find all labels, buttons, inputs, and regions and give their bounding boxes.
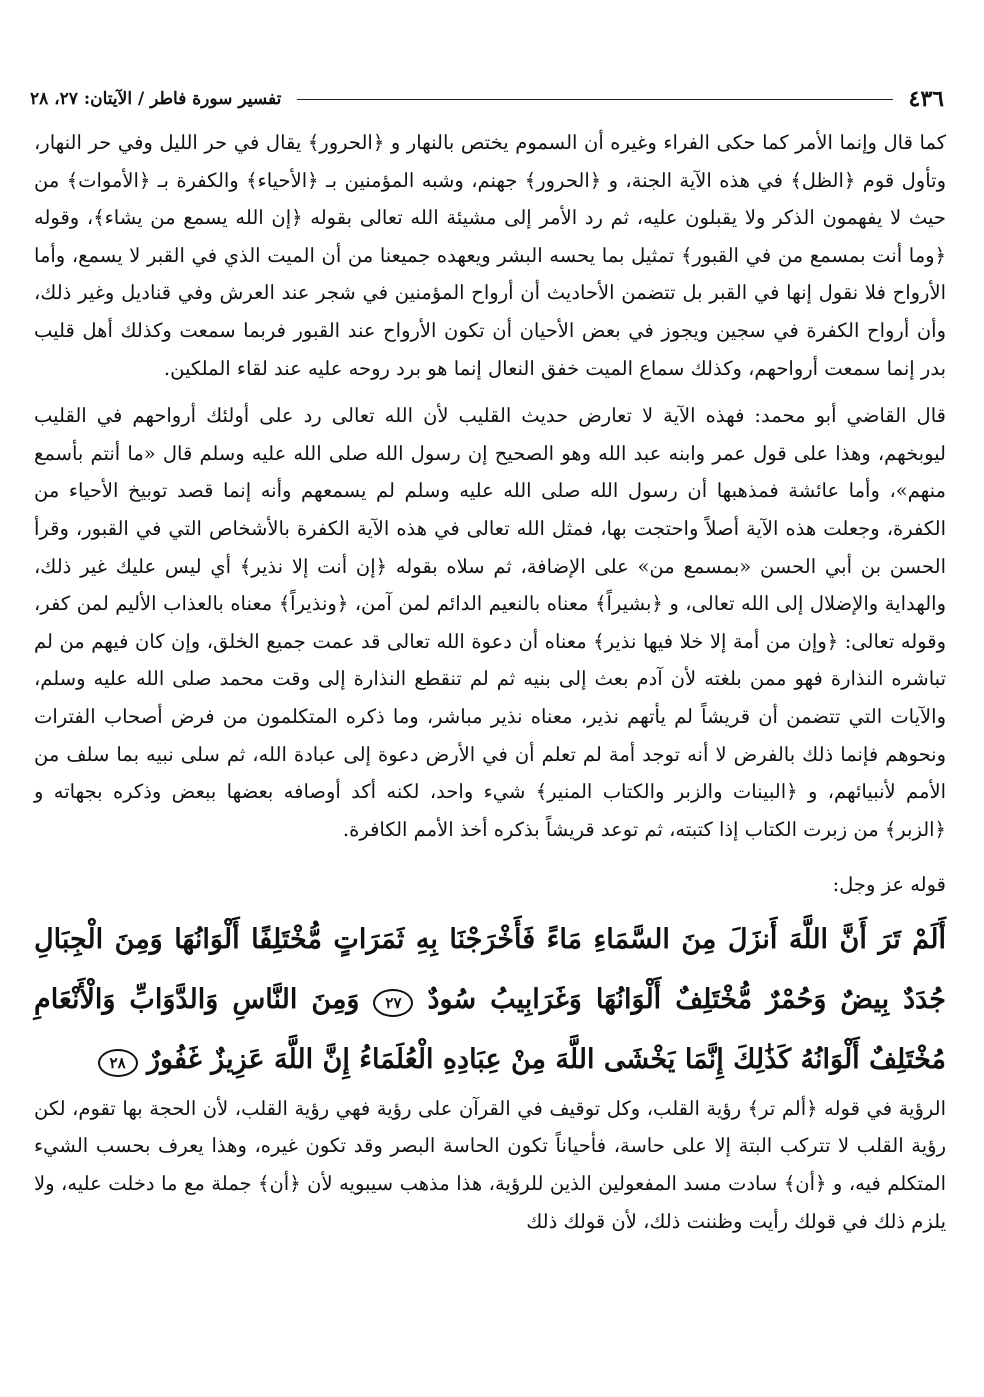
commentary-paragraph-2: قال القاضي أبو محمد: فهذه الآية لا تعارض حديث القليب لأن الله تعالى رد على أولئك أرواحهم في القليب ليوبخهم، وهذا على قول عمر وابنه عبد الله وهو الصحيح إن رسول الله صلى الله عليه وسلم قال «ما أنتم بأسمع منهم»، وأما عائشة فمذهبها أن رسول الله صلى الله عليه وسلم لم يسمعهم وأنه إنما قصد توبيخ الأحياء من الكفرة، وجعلت هذه الآية أصلاً واحتجت بها، فمثل الله تعالى في هذه الآية الكفرة بالأشخاص التي في القبور، وقرأ الحسن بن أبي الحسن «بمسمع من» على الإضافة، ثم سلاه بقوله ﴿إن أنت إلا نذير﴾ أي ليس عليك غير ذلك، والهداية والإضلال إلى الله تعالى، و ﴿بشيراً﴾ معناه بالنعيم الدائم لمن آمن، ﴿ونذيراً﴾ معناه بالعذاب الأليم لمن كفر، وقوله تعالى: ﴿وإن من أمة إلا خلا فيها نذير﴾ معناه أن دعوة الله تعالى قد عمت جميع الخلق، وإن كان فيهم من لم تباشره النذارة فهو ممن بلغته لأن آدم بعث إلى بنيه ثم لم تنقطع النذارة إلى وقت محمد صلى الله عليه وسلم، والآيات التي تتضمن أن قريشاً لم يأتهم نذير، معناه نذير مباشر، وما ذكره المتكلمون من فرض أصحاب الفترات ونحوهم فإنما ذلك بالفرض لا أنه توجد أمة لم تعلم أن في الأرض دعوة إلى عبادة الله، ثم سلى نبيه بما سلف من الأمم لأنبيائهم، و ﴿البينات والزبر والكتاب المنير﴾ شيء واحد، لكنه أكد أوصافه بعضها ببعض وذكره بجهاته و ﴿الزبر﴾ من زبرت الكتاب إذا كتبته، ثم توعد قريشاً بذكره أخذ الأمم الكافرة. — [34, 404, 946, 841]
aya-number-27: ٢٧ — [373, 989, 413, 1017]
verse-27-text: أَلَمْ تَرَ أَنَّ اللَّهَ أَنزَلَ مِنَ السَّمَاءِ مَاءً فَأَخْرَجْنَا بِهِ ثَمَرَاتٍ مُّخْتَلِفًا أَلْوَانُهَا وَمِنَ الْجِبَالِ جُدَدٌ بِيضٌ وَحُمْرٌ مُّخْتَلِفٌ أَلْوَانُهَا وَغَرَابِيبُ سُودٌ — [34, 923, 946, 1015]
commentary-paragraph-3: الرؤية في قوله ﴿ألم تر﴾ رؤية القلب، وكل توقيف في القرآن على رؤية فهي رؤية القلب، لأن الحجة بها تقوم، لكن رؤية القلب لا تتركب البتة إلا على حاسة، فأحياناً تكون الحاسة البصر وقد تكون غيره، وهذا يعرف بحسب الشيء المتكلم فيه، و ﴿أن﴾ سادت مسد المفعولين الذين للرؤية، هذا مذهب سيبويه لأن ﴿أن﴾ جملة مع ما دخلت عليه، ولا يلزم ذلك في قولك رأيت وظننت ذلك، لأن قولك ذلك — [34, 1096, 946, 1233]
page-header — [30, 84, 944, 114]
quran-verses — [34, 910, 946, 1090]
commentary-paragraph-1: كما قال وإنما الأمر كما حكى الفراء وغيره أن السموم يختص بالنهار و ﴿الحرور﴾ يقال في حر الليل وفي حر النهار، وتأول قوم ﴿الظل﴾ في هذه الآية الجنة، و ﴿الحرور﴾ جهنم، وشبه المؤمنين بـ ﴿الأحياء﴾ والكفرة بـ ﴿الأموات﴾ من حيث لا يفهمون الذكر ولا يقبلون عليه، ثم رد الأمر إلى مشيئة الله تعالى بقوله ﴿إن الله يسمع من يشاء﴾، وقوله ﴿وما أنت بمسمع من في القبور﴾ تمثيل بما يحسه البشر ويعهده جميعنا من أن الميت الذي في القبر لا يسمع، وأما الأرواح فلا نقول إنها في القبر بل تتضمن الأحاديث أن أرواح المؤمنين في شجر عند العرش وفي قناديل وغير ذلك، وأن أرواح الكفرة في سجين ويجوز في بعض الأحيان أن تكون الأرواح عند القبور فربما سمعت وكذلك أهل قليب بدر إنما سمعت أرواحهم، وكذلك سماع الميت خفق النعال إنما هو برد روحه عليه عند لقاء الملكين. — [34, 131, 946, 380]
page-number: ٤٣٦ — [908, 86, 944, 112]
aya-number-28: ٢٨ — [98, 1049, 138, 1077]
header-rule — [297, 99, 892, 100]
verse-intro: قوله عز وجل: — [832, 873, 946, 897]
verse-28-text: وَمِنَ النَّاسِ وَالدَّوَابِّ وَالْأَنْعَامِ مُخْتَلِفٌ أَلْوَانُهُ كَذَٰلِكَ إِنَّمَا يَخْشَى اللَّهَ مِنْ عِبَادِهِ الْعُلَمَاءُ إِنَّ اللَّهَ عَزِيزٌ غَفُورٌ — [34, 983, 946, 1075]
running-title: تفسير سورة فاطر / الآيتان: ٢٧، ٢٨ — [30, 89, 282, 109]
page-body — [34, 124, 946, 1240]
